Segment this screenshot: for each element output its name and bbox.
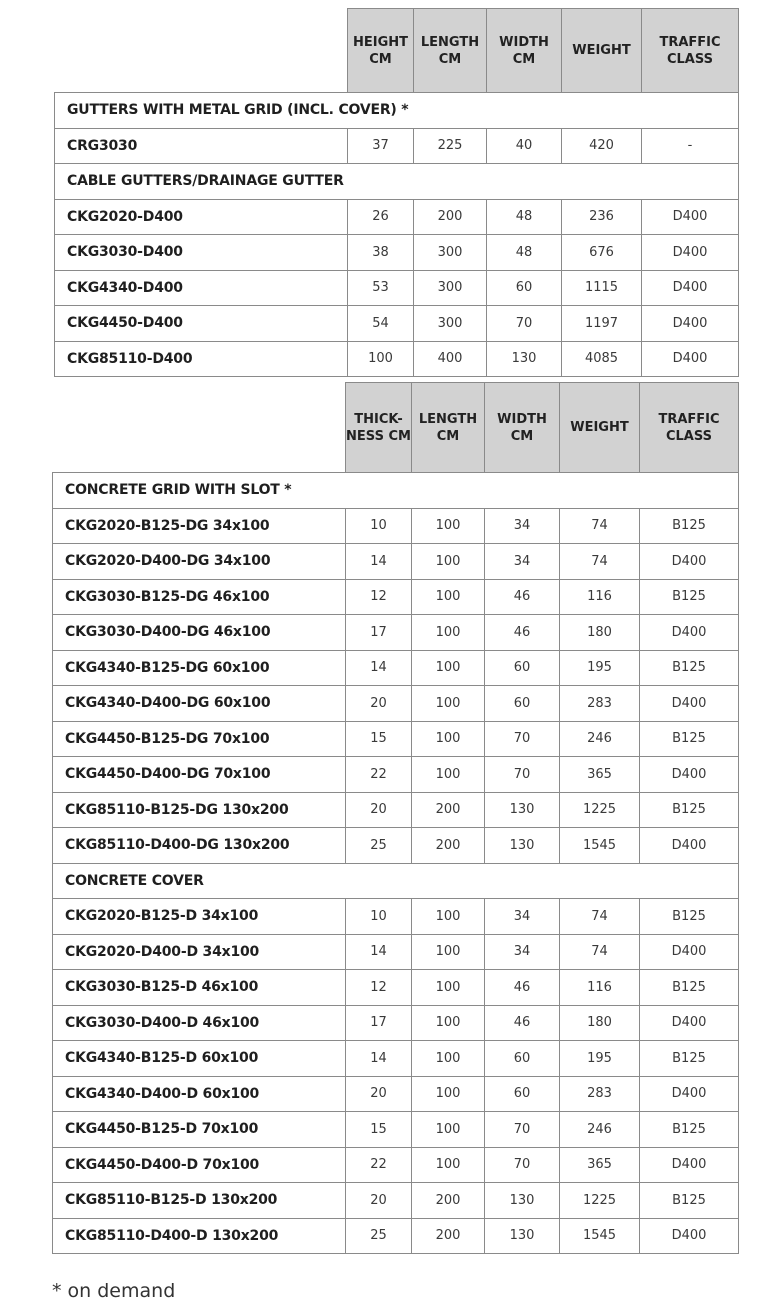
table-row <box>53 970 739 1006</box>
column-header: WIDTH CM <box>487 9 562 93</box>
product-code: CKG3030-D400-DG 46x100 <box>53 615 346 651</box>
table-cell: 20 <box>346 686 412 722</box>
table-cell: 15 <box>346 1112 412 1148</box>
table-cell: 12 <box>346 970 412 1006</box>
table-cell: D400 <box>640 1218 739 1254</box>
table-cell: 365 <box>560 757 640 793</box>
table-row <box>53 757 739 793</box>
table-cell: 180 <box>560 1005 640 1041</box>
table-cell: 17 <box>346 1005 412 1041</box>
table-row <box>53 686 739 722</box>
table-cell: 130 <box>485 1183 560 1219</box>
table-cell: 195 <box>560 650 640 686</box>
header-row <box>53 383 739 473</box>
table-row <box>53 899 739 935</box>
table-cell: 100 <box>412 757 485 793</box>
table-cell: 130 <box>485 1218 560 1254</box>
product-code: CKG85110-B125-DG 130x200 <box>53 792 346 828</box>
column-header: TRAFFIC CLASS <box>642 9 739 93</box>
product-code: CKG85110-B125-D 130x200 <box>53 1183 346 1219</box>
section-row <box>55 93 739 129</box>
table-cell: D400 <box>640 1076 739 1112</box>
table-cell: 1197 <box>562 306 642 342</box>
product-code: CKG4450-D400-DG 70x100 <box>53 757 346 793</box>
table-cell: 14 <box>346 1041 412 1077</box>
table-cell: 20 <box>346 1183 412 1219</box>
table-cell: 100 <box>412 1112 485 1148</box>
table-cell: 116 <box>560 970 640 1006</box>
header-spacer <box>53 383 346 473</box>
table-cell: 12 <box>346 579 412 615</box>
table-cell: 46 <box>485 1005 560 1041</box>
table-cell: 70 <box>485 1112 560 1148</box>
table-cell: 37 <box>348 128 414 164</box>
table-row <box>55 199 739 235</box>
footnote: * on demand <box>52 1280 176 1302</box>
table-cell: 100 <box>412 934 485 970</box>
table-cell: 195 <box>560 1041 640 1077</box>
column-header: LENGTH CM <box>412 383 485 473</box>
table-cell: 22 <box>346 757 412 793</box>
table-cell: 116 <box>560 579 640 615</box>
table-cell: 1545 <box>560 828 640 864</box>
table-cell: 53 <box>348 270 414 306</box>
table-cell: 34 <box>485 544 560 580</box>
table-cell: 200 <box>412 1183 485 1219</box>
column-header: WEIGHT <box>562 9 642 93</box>
table-cell: D400 <box>642 199 739 235</box>
table-cell: 100 <box>412 1076 485 1112</box>
column-header: WIDTH CM <box>485 383 560 473</box>
table-cell: D400 <box>642 235 739 271</box>
table-cell: 46 <box>485 579 560 615</box>
table-cell: 1115 <box>562 270 642 306</box>
product-code: CKG3030-B125-DG 46x100 <box>53 579 346 615</box>
table-cell: 246 <box>560 1112 640 1148</box>
table-cell: B125 <box>640 1112 739 1148</box>
table-cell: 300 <box>414 235 487 271</box>
table-cell: 200 <box>414 199 487 235</box>
product-code: CKG85110-D400 <box>55 341 348 377</box>
table-cell: 15 <box>346 721 412 757</box>
section-title: CONCRETE COVER <box>53 863 739 899</box>
product-code: CKG2020-D400 <box>55 199 348 235</box>
table-row <box>53 1112 739 1148</box>
section-title: GUTTERS WITH METAL GRID (INCL. COVER) * <box>55 93 739 129</box>
table-cell: 60 <box>485 650 560 686</box>
product-code: CRG3030 <box>55 128 348 164</box>
table-cell: B125 <box>640 508 739 544</box>
table-cell: 365 <box>560 1147 640 1183</box>
table-cell: 100 <box>412 615 485 651</box>
table-cell: 283 <box>560 1076 640 1112</box>
table-cell: D400 <box>640 934 739 970</box>
table-cell: 100 <box>412 721 485 757</box>
table-row <box>53 544 739 580</box>
table-cell: 60 <box>487 270 562 306</box>
table-cell: D400 <box>640 1005 739 1041</box>
table-cell: 100 <box>412 686 485 722</box>
product-code: CKG4450-D400-D 70x100 <box>53 1147 346 1183</box>
table-cell: B125 <box>640 970 739 1006</box>
table-cell: 1545 <box>560 1218 640 1254</box>
product-code: CKG4450-B125-D 70x100 <box>53 1112 346 1148</box>
table-cell: 74 <box>560 899 640 935</box>
product-code: CKG4340-B125-DG 60x100 <box>53 650 346 686</box>
table-cell: 4085 <box>562 341 642 377</box>
table-cell: 200 <box>412 828 485 864</box>
product-code: CKG85110-D400-DG 130x200 <box>53 828 346 864</box>
table-row <box>53 615 739 651</box>
table-cell: 130 <box>485 828 560 864</box>
table-cell: B125 <box>640 1183 739 1219</box>
table-cell: 676 <box>562 235 642 271</box>
table-cell: D400 <box>640 828 739 864</box>
product-code: CKG4340-B125-D 60x100 <box>53 1041 346 1077</box>
table-row <box>53 650 739 686</box>
product-code: CKG3030-D400 <box>55 235 348 271</box>
header-row <box>55 9 739 93</box>
table-cell: 300 <box>414 270 487 306</box>
product-code: CKG4450-D400 <box>55 306 348 342</box>
table-cell: 14 <box>346 650 412 686</box>
product-code: CKG85110-D400-D 130x200 <box>53 1218 346 1254</box>
table-cell: 22 <box>346 1147 412 1183</box>
table-cell: 74 <box>560 544 640 580</box>
table-cell: 25 <box>346 828 412 864</box>
table-cell: D400 <box>640 1147 739 1183</box>
table-cell: 74 <box>560 508 640 544</box>
table-cell: 100 <box>412 1005 485 1041</box>
section-row <box>53 473 739 509</box>
table-cell: 60 <box>485 1076 560 1112</box>
table-cell: 1225 <box>560 792 640 828</box>
table-cell: D400 <box>640 686 739 722</box>
table-row <box>55 341 739 377</box>
table-row <box>55 128 739 164</box>
table-cell: 400 <box>414 341 487 377</box>
table-cell: 40 <box>487 128 562 164</box>
gutters-table <box>54 8 739 377</box>
table-row <box>53 508 739 544</box>
table-cell: 34 <box>485 899 560 935</box>
product-code: CKG2020-D400-D 34x100 <box>53 934 346 970</box>
table-cell: D400 <box>642 341 739 377</box>
column-header: THICK- NESS CM <box>346 383 412 473</box>
table-cell: D400 <box>640 544 739 580</box>
header-spacer <box>55 9 348 93</box>
table-cell: 20 <box>346 1076 412 1112</box>
product-code: CKG4340-D400-D 60x100 <box>53 1076 346 1112</box>
table-cell: B125 <box>640 650 739 686</box>
table-cell: 130 <box>485 792 560 828</box>
table-cell: 46 <box>485 615 560 651</box>
table-row <box>53 792 739 828</box>
table-cell: 34 <box>485 508 560 544</box>
table-row <box>53 934 739 970</box>
table-cell: B125 <box>640 792 739 828</box>
column-header: HEIGHT CM <box>348 9 414 93</box>
table-row <box>53 828 739 864</box>
product-code: CKG2020-B125-DG 34x100 <box>53 508 346 544</box>
table-cell: 10 <box>346 508 412 544</box>
column-header: TRAFFIC CLASS <box>640 383 739 473</box>
section-title: CABLE GUTTERS/DRAINAGE GUTTER <box>55 164 739 200</box>
table-cell: 38 <box>348 235 414 271</box>
table-row <box>55 235 739 271</box>
table-row <box>55 270 739 306</box>
grids-covers-table <box>52 382 739 1254</box>
product-code: CKG3030-D400-D 46x100 <box>53 1005 346 1041</box>
table-cell: 46 <box>485 970 560 1006</box>
table-cell: 54 <box>348 306 414 342</box>
table-cell: - <box>642 128 739 164</box>
table-cell: 25 <box>346 1218 412 1254</box>
table-cell: D400 <box>640 615 739 651</box>
table-cell: 70 <box>485 721 560 757</box>
table-cell: 60 <box>485 686 560 722</box>
table-cell: 100 <box>348 341 414 377</box>
table-cell: 300 <box>414 306 487 342</box>
table-cell: 420 <box>562 128 642 164</box>
table-cell: D400 <box>642 270 739 306</box>
table-row <box>53 1005 739 1041</box>
table-cell: D400 <box>640 757 739 793</box>
table-cell: 20 <box>346 792 412 828</box>
product-code: CKG2020-D400-DG 34x100 <box>53 544 346 580</box>
product-code: CKG2020-B125-D 34x100 <box>53 899 346 935</box>
table-cell: 100 <box>412 1041 485 1077</box>
section-row <box>55 164 739 200</box>
table-cell: 200 <box>412 1218 485 1254</box>
table-row <box>53 579 739 615</box>
table-cell: 14 <box>346 544 412 580</box>
table-cell: 100 <box>412 899 485 935</box>
table-cell: B125 <box>640 899 739 935</box>
table-row <box>55 306 739 342</box>
table-cell: 200 <box>412 792 485 828</box>
table-cell: 1225 <box>560 1183 640 1219</box>
table-row <box>53 1183 739 1219</box>
table-cell: 48 <box>487 235 562 271</box>
table-cell: 17 <box>346 615 412 651</box>
table-cell: B125 <box>640 721 739 757</box>
table-cell: D400 <box>642 306 739 342</box>
table-row <box>53 1147 739 1183</box>
table-cell: 180 <box>560 615 640 651</box>
table-row <box>53 1041 739 1077</box>
product-code: CKG4450-B125-DG 70x100 <box>53 721 346 757</box>
table-cell: 236 <box>562 199 642 235</box>
table-cell: 225 <box>414 128 487 164</box>
table-cell: 100 <box>412 1147 485 1183</box>
table-cell: 246 <box>560 721 640 757</box>
table-row <box>53 721 739 757</box>
table-cell: 100 <box>412 650 485 686</box>
table-cell: 283 <box>560 686 640 722</box>
table-cell: B125 <box>640 1041 739 1077</box>
column-header: WEIGHT <box>560 383 640 473</box>
table-cell: 10 <box>346 899 412 935</box>
table-cell: 14 <box>346 934 412 970</box>
column-header: LENGTH CM <box>414 9 487 93</box>
table-cell: 70 <box>485 1147 560 1183</box>
table-cell: B125 <box>640 579 739 615</box>
table-row <box>53 1218 739 1254</box>
product-code: CKG4340-D400 <box>55 270 348 306</box>
product-code: CKG4340-D400-DG 60x100 <box>53 686 346 722</box>
table-cell: 48 <box>487 199 562 235</box>
table-cell: 26 <box>348 199 414 235</box>
table-cell: 34 <box>485 934 560 970</box>
table-row <box>53 1076 739 1112</box>
section-title: CONCRETE GRID WITH SLOT * <box>53 473 739 509</box>
product-code: CKG3030-B125-D 46x100 <box>53 970 346 1006</box>
table-cell: 100 <box>412 544 485 580</box>
table-cell: 100 <box>412 579 485 615</box>
table-cell: 100 <box>412 970 485 1006</box>
table-cell: 74 <box>560 934 640 970</box>
table-cell: 70 <box>485 757 560 793</box>
table-cell: 60 <box>485 1041 560 1077</box>
table-cell: 100 <box>412 508 485 544</box>
table-cell: 70 <box>487 306 562 342</box>
table-cell: 130 <box>487 341 562 377</box>
section-row <box>53 863 739 899</box>
